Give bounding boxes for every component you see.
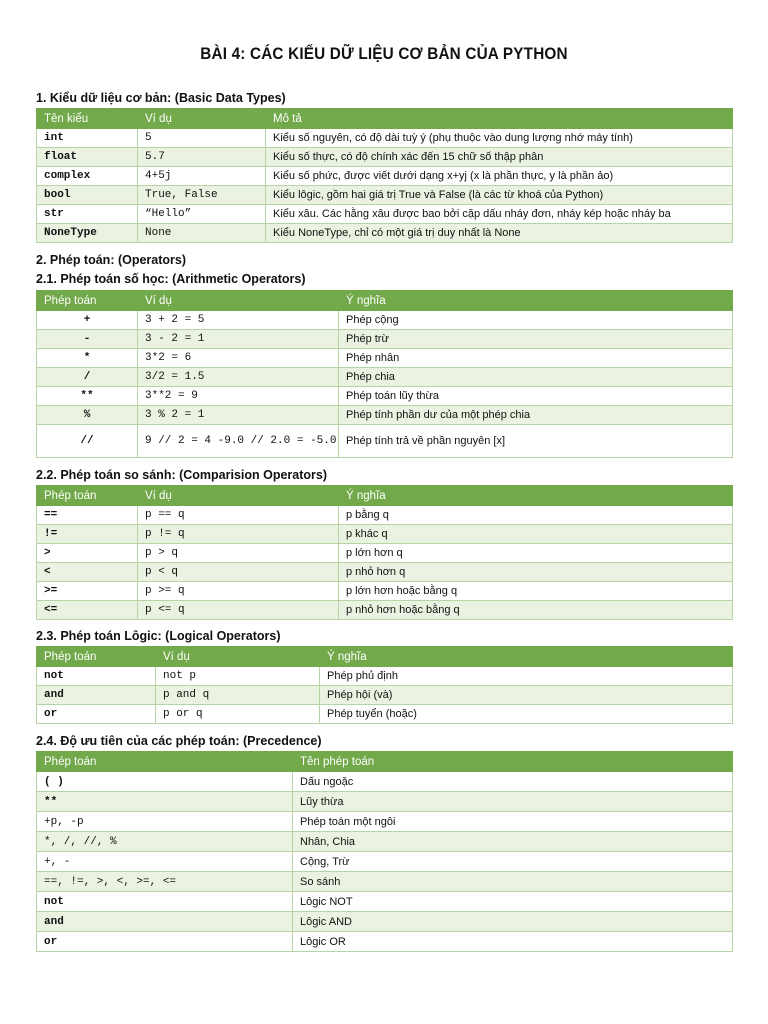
table-header-row bbox=[37, 109, 733, 129]
column-header: Ví dụ bbox=[156, 647, 320, 667]
table-row bbox=[37, 349, 733, 368]
operator-meaning: Phép nhân bbox=[339, 349, 733, 368]
section-heading-precedence: 2.4. Độ ưu tiên của các phép toán: (Precedence) bbox=[36, 734, 322, 748]
type-description: Kiểu số nguyên, có độ dài tuỳ ý (phụ thuộc vào dung lượng nhớ máy tính) bbox=[266, 129, 733, 148]
operator-example: p or q bbox=[156, 705, 320, 724]
operator-meaning: Phép trừ bbox=[339, 330, 733, 349]
type-name: float bbox=[37, 148, 138, 167]
operator-example: 3*2 = 6 bbox=[138, 349, 339, 368]
arithmetic-operators-table bbox=[36, 290, 733, 458]
operator-meaning: p nhỏ hơn q bbox=[339, 563, 733, 582]
table-row bbox=[37, 601, 733, 620]
operator-symbol: < bbox=[37, 563, 138, 582]
operator-meaning: p nhỏ hơn hoặc bằng q bbox=[339, 601, 733, 620]
operator-symbol: + bbox=[37, 311, 138, 330]
operator-example: 3 % 2 = 1 bbox=[138, 406, 339, 425]
operator-symbol: % bbox=[37, 406, 138, 425]
table-row bbox=[37, 387, 733, 406]
operator-symbol: or bbox=[37, 932, 293, 952]
operator-meaning: Phép phủ định bbox=[320, 667, 733, 686]
operator-name: Nhân, Chia bbox=[293, 832, 733, 852]
operator-example: p < q bbox=[138, 563, 339, 582]
type-name: complex bbox=[37, 167, 138, 186]
table-header-row bbox=[37, 291, 733, 311]
type-name: int bbox=[37, 129, 138, 148]
operator-meaning: p lớn hơn hoặc bằng q bbox=[339, 582, 733, 601]
operator-symbol: not bbox=[37, 892, 293, 912]
operator-symbol: > bbox=[37, 544, 138, 563]
column-header: Ví dụ bbox=[138, 109, 266, 129]
operator-example: 9 // 2 = 4 -9.0 // 2.0 = -5.0 bbox=[138, 425, 339, 458]
column-header: Phép toán bbox=[37, 486, 138, 506]
table-row bbox=[37, 525, 733, 544]
page-title: BÀI 4: CÁC KIỂU DỮ LIỆU CƠ BẢN CỦA PYTHON bbox=[200, 44, 568, 63]
operator-meaning: Phép tuyển (hoặc) bbox=[320, 705, 733, 724]
table-row bbox=[37, 330, 733, 349]
column-header: Phép toán bbox=[37, 647, 156, 667]
operator-meaning: p lớn hơn q bbox=[339, 544, 733, 563]
table-row bbox=[37, 425, 733, 458]
table-header-row bbox=[37, 647, 733, 667]
table-row bbox=[37, 852, 733, 872]
operator-symbol: ** bbox=[37, 792, 293, 812]
table-row bbox=[37, 224, 733, 243]
operator-meaning: Phép cộng bbox=[339, 311, 733, 330]
table-row bbox=[37, 148, 733, 167]
column-header: Ví dụ bbox=[138, 291, 339, 311]
table-row bbox=[37, 205, 733, 224]
section-heading-logical: 2.3. Phép toán Lôgic: (Logical Operators) bbox=[36, 629, 281, 643]
table-row bbox=[37, 792, 733, 812]
operator-example: p >= q bbox=[138, 582, 339, 601]
section-heading-comparison: 2.2. Phép toán so sánh: (Comparision Operators) bbox=[36, 468, 328, 482]
operator-example: p != q bbox=[138, 525, 339, 544]
basic-types-table bbox=[36, 108, 733, 243]
operator-symbol: *, /, //, % bbox=[37, 832, 293, 852]
type-name: NoneType bbox=[37, 224, 138, 243]
operator-symbol: not bbox=[37, 667, 156, 686]
table-row bbox=[37, 311, 733, 330]
operator-symbol: <= bbox=[37, 601, 138, 620]
table-row bbox=[37, 186, 733, 205]
column-header: Tên phép toán bbox=[293, 752, 733, 772]
operator-symbol: != bbox=[37, 525, 138, 544]
table-row bbox=[37, 892, 733, 912]
operator-symbol: +p, -p bbox=[37, 812, 293, 832]
operator-meaning: p khác q bbox=[339, 525, 733, 544]
operator-name: So sánh bbox=[293, 872, 733, 892]
type-name: bool bbox=[37, 186, 138, 205]
column-header: Phép toán bbox=[37, 291, 138, 311]
type-description: Kiểu số phức, được viết dưới dạng x+yj (x là phần thực, y là phần ảo) bbox=[266, 167, 733, 186]
table-row bbox=[37, 582, 733, 601]
operator-meaning: Phép toán lũy thừa bbox=[339, 387, 733, 406]
operator-example: 3/2 = 1.5 bbox=[138, 368, 339, 387]
table-row bbox=[37, 406, 733, 425]
type-description: Kiểu xâu. Các hằng xâu được bao bởi cặp dấu nháy đơn, nháy kép hoặc nháy ba bbox=[266, 205, 733, 224]
type-example: 4+5j bbox=[138, 167, 266, 186]
operator-example: p and q bbox=[156, 686, 320, 705]
column-header: Ý nghĩa bbox=[339, 486, 733, 506]
table-row bbox=[37, 832, 733, 852]
operator-example: 3 - 2 = 1 bbox=[138, 330, 339, 349]
operator-symbol: // bbox=[37, 425, 138, 458]
operator-symbol: and bbox=[37, 686, 156, 705]
operator-name: Lôgic AND bbox=[293, 912, 733, 932]
column-header: Phép toán bbox=[37, 752, 293, 772]
table-row bbox=[37, 544, 733, 563]
type-example: 5.7 bbox=[138, 148, 266, 167]
operator-meaning: p bằng q bbox=[339, 506, 733, 525]
operator-symbol: == bbox=[37, 506, 138, 525]
section-heading-operators: 2. Phép toán: (Operators) bbox=[36, 253, 187, 267]
precedence-table bbox=[36, 751, 733, 952]
operator-example: not p bbox=[156, 667, 320, 686]
operator-symbol: * bbox=[37, 349, 138, 368]
column-header: Tên kiểu bbox=[37, 109, 138, 129]
operator-example: p <= q bbox=[138, 601, 339, 620]
operator-symbol: and bbox=[37, 912, 293, 932]
column-header: Mô tả bbox=[266, 109, 733, 129]
table-row bbox=[37, 705, 733, 724]
column-header: Ý nghĩa bbox=[320, 647, 733, 667]
operator-example: p == q bbox=[138, 506, 339, 525]
table-row bbox=[37, 932, 733, 952]
table-row bbox=[37, 912, 733, 932]
operator-example: 3**2 = 9 bbox=[138, 387, 339, 406]
operator-name: Lũy thừa bbox=[293, 792, 733, 812]
type-example: None bbox=[138, 224, 266, 243]
type-example: True, False bbox=[138, 186, 266, 205]
operator-meaning: Phép chia bbox=[339, 368, 733, 387]
operator-symbol: or bbox=[37, 705, 156, 724]
column-header: Ví dụ bbox=[138, 486, 339, 506]
type-description: Kiểu lôgic, gồm hai giá trị True và False (là các từ khoá của Python) bbox=[266, 186, 733, 205]
table-row bbox=[37, 667, 733, 686]
type-description: Kiểu NoneType, chỉ có một giá trị duy nhất là None bbox=[266, 224, 733, 243]
table-row bbox=[37, 872, 733, 892]
section-heading-basic-types: 1. Kiểu dữ liệu cơ bản: (Basic Data Types) bbox=[36, 91, 286, 105]
operator-symbol: >= bbox=[37, 582, 138, 601]
comparison-operators-table bbox=[36, 485, 733, 620]
operator-meaning: Phép tính trả về phần nguyên [x] bbox=[339, 425, 733, 458]
operator-name: Lôgic OR bbox=[293, 932, 733, 952]
table-row bbox=[37, 167, 733, 186]
operator-name: Dấu ngoặc bbox=[293, 772, 733, 792]
table-row bbox=[37, 772, 733, 792]
operator-meaning: Phép tính phần dư của một phép chia bbox=[339, 406, 733, 425]
operator-symbol: / bbox=[37, 368, 138, 387]
table-row bbox=[37, 368, 733, 387]
operator-symbol: +, - bbox=[37, 852, 293, 872]
operator-symbol: ** bbox=[37, 387, 138, 406]
table-header-row bbox=[37, 486, 733, 506]
type-example: “Hello” bbox=[138, 205, 266, 224]
operator-symbol: ( ) bbox=[37, 772, 293, 792]
logical-operators-table bbox=[36, 646, 733, 724]
operator-example: 3 + 2 = 5 bbox=[138, 311, 339, 330]
column-header: Ý nghĩa bbox=[339, 291, 733, 311]
table-row bbox=[37, 506, 733, 525]
section-heading-arithmetic: 2.1. Phép toán số học: (Arithmetic Operators) bbox=[36, 272, 306, 286]
operator-name: Phép toán một ngôi bbox=[293, 812, 733, 832]
table-row bbox=[37, 129, 733, 148]
table-row bbox=[37, 686, 733, 705]
operator-example: p > q bbox=[138, 544, 339, 563]
type-description: Kiểu số thực, có độ chính xác đến 15 chữ số thập phân bbox=[266, 148, 733, 167]
operator-meaning: Phép hội (và) bbox=[320, 686, 733, 705]
type-name: str bbox=[37, 205, 138, 224]
operator-symbol: ==, !=, >, <, >=, <= bbox=[37, 872, 293, 892]
operator-symbol: - bbox=[37, 330, 138, 349]
table-row bbox=[37, 563, 733, 582]
table-header-row bbox=[37, 752, 733, 772]
operator-name: Lôgic NOT bbox=[293, 892, 733, 912]
operator-name: Cộng, Trừ bbox=[293, 852, 733, 872]
type-example: 5 bbox=[138, 129, 266, 148]
table-row bbox=[37, 812, 733, 832]
